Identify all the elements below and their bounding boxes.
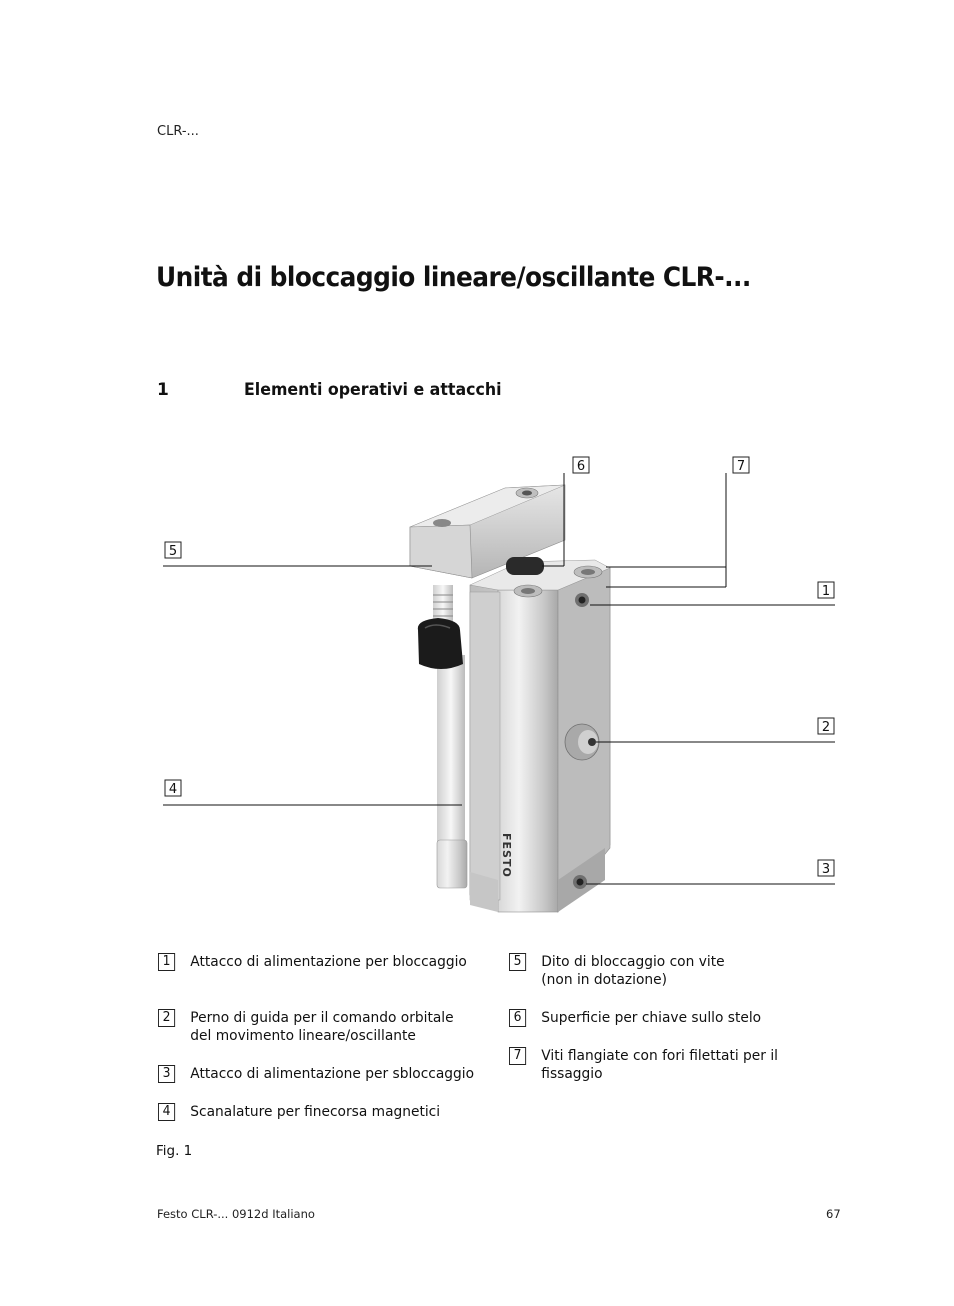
callout-7 [733, 457, 749, 474]
callout-1 [818, 582, 834, 599]
callout-2 [818, 718, 834, 735]
callout-6 [573, 457, 589, 474]
legend-number: 5 [509, 953, 526, 971]
legend-number: 2 [158, 1009, 175, 1027]
callout-3 [818, 860, 834, 877]
legend-text: Perno di guida per il comando orbitale del movimento lineare/oscillante [190, 1010, 454, 1044]
cylinder-body [470, 560, 610, 912]
callout-5 [165, 542, 181, 559]
legend-text: Attacco di alimentazione per bloccaggio [190, 954, 467, 970]
festo-marking: FESTO [500, 833, 513, 878]
legend-text: Attacco di alimentazione per sbloccaggio [190, 1066, 475, 1082]
clamping-arm [410, 485, 565, 578]
svg-text:5: 5 [168, 544, 178, 559]
legend-number: 1 [158, 953, 175, 971]
legend-text: Dito di bloccaggio con vite (non in dotazione) [541, 954, 725, 988]
svg-text:6: 6 [576, 459, 586, 474]
clamping-screw [418, 585, 463, 669]
callout-4 [165, 780, 181, 797]
figure-caption: Fig. 1 [156, 1143, 193, 1159]
section-number: 1 [157, 380, 169, 400]
legend-number: 6 [509, 1009, 526, 1027]
svg-text:3: 3 [821, 862, 831, 877]
svg-text:2: 2 [821, 720, 831, 735]
section-title: Elementi operativi e attacchi [244, 380, 502, 400]
guide-rod [437, 655, 467, 888]
svg-text:7: 7 [736, 459, 746, 474]
running-header: CLR-... [157, 124, 199, 139]
legend-text: Superficie per chiave sullo stelo [541, 1010, 762, 1026]
legend-text: Scanalature per finecorsa magnetici [190, 1104, 441, 1120]
page-number: 67 [826, 1207, 841, 1221]
legend-text: Viti flangiate con fori filettati per il fissaggio [541, 1048, 778, 1082]
legend-number: 7 [509, 1047, 526, 1065]
svg-text:4: 4 [168, 782, 178, 797]
document-title: Unità di bloccaggio lineare/oscillante CLR-... [156, 262, 751, 293]
legend-number: 4 [158, 1103, 175, 1121]
svg-text:1: 1 [821, 584, 831, 599]
legend-number: 3 [158, 1065, 175, 1083]
footer-document-id: Festo CLR-... 0912d Italiano [157, 1207, 315, 1221]
